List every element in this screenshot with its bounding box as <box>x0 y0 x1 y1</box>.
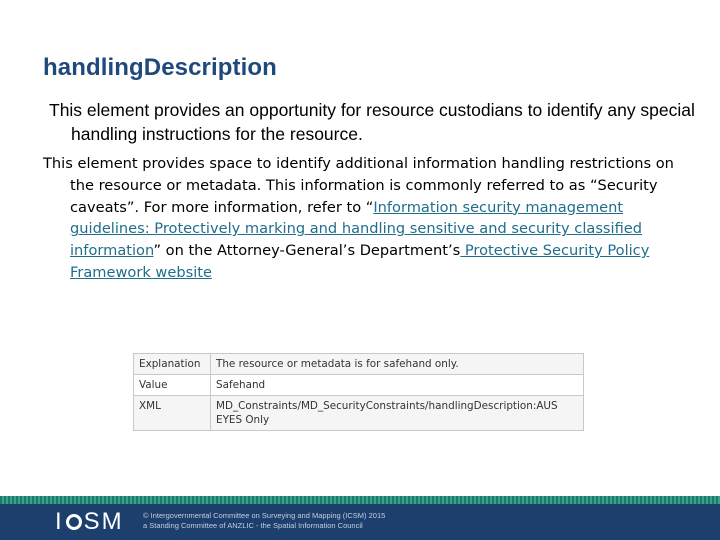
guidelines-link[interactable]: Information security management guidelines: Protectively marking and handling sensitive and security classified information <box>70 198 643 260</box>
copyright-line-1: © Intergovernmental Committee on Surveying and Mapping (ICSM) 2015 <box>143 511 386 520</box>
intro-paragraph: This element provides an opportunity for resource custodians to identify any special handling instructions for the resource. <box>49 100 695 144</box>
logo-text-right: SM <box>83 508 124 535</box>
table-row <box>134 375 584 396</box>
body-text-1: This element provides space to identify additional information handling restrictions on the resource or metadata. This information is commonly referred to as “Security caveats”. For more information, refer to “ <box>43 155 674 216</box>
icsm-logo <box>55 508 124 536</box>
table-cell-label: XML <box>134 396 211 431</box>
table-row <box>134 396 584 431</box>
body-text-2: ” on the Attorney-General’s Department’s <box>153 242 461 260</box>
copyright-notice <box>143 511 385 531</box>
slide-title: handlingDescription <box>43 54 277 81</box>
copyright-line-2: a Standing Committee of ANZLIC - the Spatial Information Council <box>143 521 363 530</box>
table-cell-value: Safehand <box>211 375 584 396</box>
pspf-website-link[interactable]: Protective Security Policy Framework website <box>70 242 650 281</box>
footer-divider <box>0 496 720 504</box>
table-cell-label: Value <box>134 375 211 396</box>
body-paragraph <box>43 153 683 284</box>
globe-icon <box>66 514 82 530</box>
table-cell-label: Explanation <box>134 354 211 375</box>
table-cell-value: MD_Constraints/MD_SecurityConstraints/handlingDescription:AUS EYES Only <box>211 396 584 431</box>
table-cell-value: The resource or metadata is for safehand only. <box>211 354 584 375</box>
element-example-table <box>133 353 584 431</box>
footer-bar <box>0 496 720 540</box>
logo-text-left: I <box>55 508 64 535</box>
table-row <box>134 354 584 375</box>
